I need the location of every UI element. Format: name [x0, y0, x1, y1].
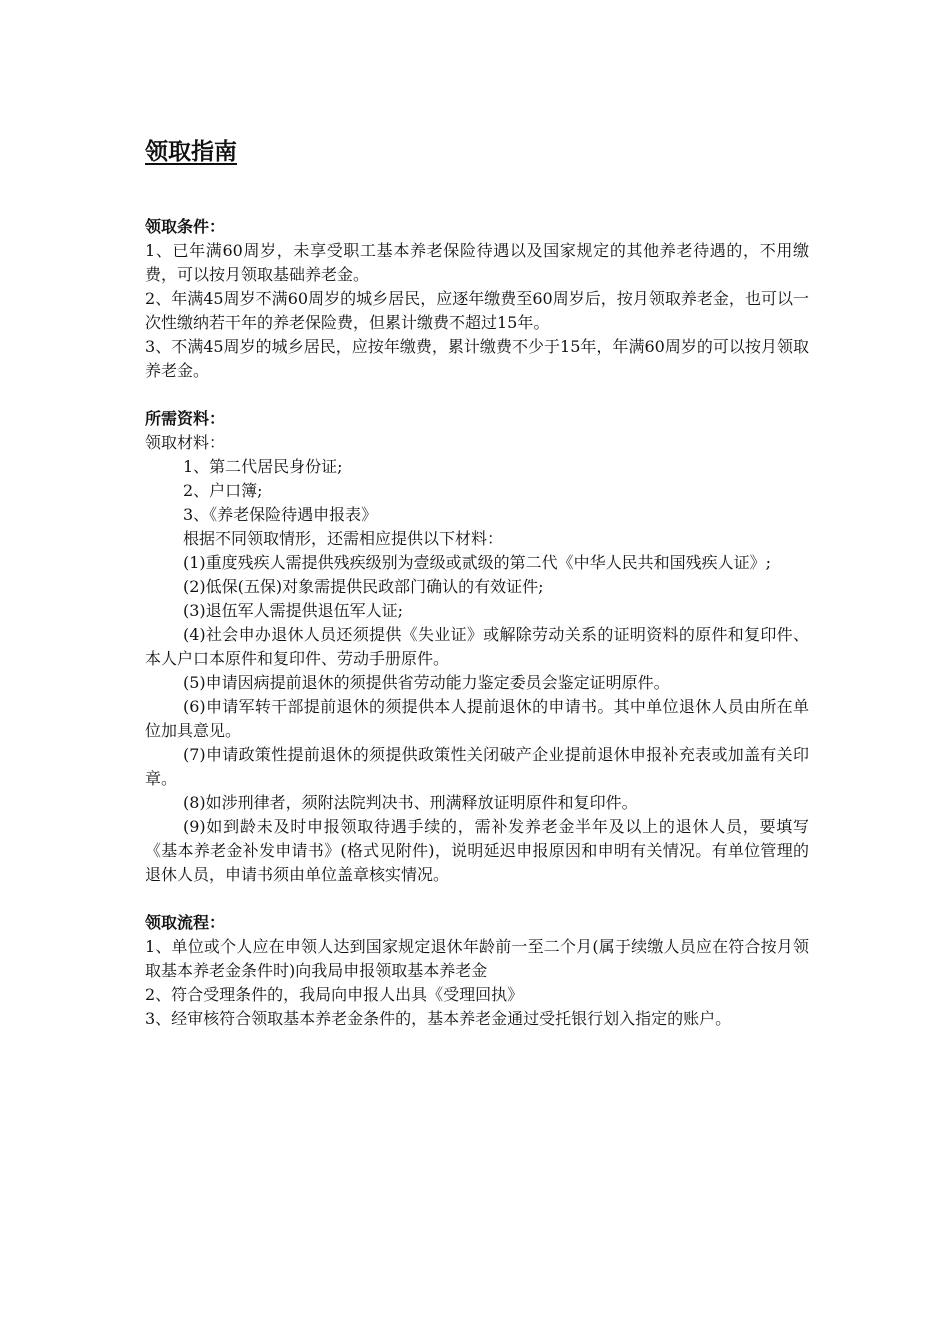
document-body [145, 135, 809, 1031]
condition-item-2: 2、年满45周岁不满60周岁的城乡居民，应逐年缴费至60周岁后，按月领取养老金，也可以一次性缴纳若干年的养老保险费，但累计缴费不超过15年。 [145, 289, 809, 332]
materials-section [145, 407, 809, 887]
material-extra-6: (6)申请军转干部提前退休的须提供本人提前退休的申请书。其中单位退休人员由所在单位加具意见。 [145, 697, 809, 740]
spacer [145, 383, 809, 407]
process-item-3: 3、经审核符合领取基本养老金条件的，基本养老金通过受托银行划入指定的账户。 [145, 1009, 732, 1028]
material-extra-2: (2)低保(五保)对象需提供民政部门确认的有效证件; [183, 577, 544, 596]
page-title: 领取指南 [145, 139, 237, 165]
condition-item-3: 3、不满45周岁的城乡居民，应按年缴费，累计缴费不少于15年，年满60周岁的可以按月领取养老金。 [145, 337, 809, 380]
spacer [145, 169, 809, 215]
materials-extra-intro: 根据不同领取情形，还需相应提供以下材料： [183, 529, 504, 548]
materials-subheading: 领取材料： [145, 433, 226, 452]
material-extra-5: (5)申请因病提前退休的须提供省劳动能力鉴定委员会鉴定证明原件。 [183, 673, 670, 692]
material-basic-3: 3、《养老保险待遇申报表》 [183, 505, 378, 524]
material-extra-9: (9)如到龄未及时申报领取待遇手续的，需补发养老金半年及以上的退休人员，要填写《基本养老金补发申请书》(格式见附件)，说明延迟申报原因和申明有关情况。有单位管理的退休人员，申请书须由单位盖章核实情况。 [145, 817, 809, 884]
material-basic-1: 1、第二代居民身份证; [183, 457, 343, 476]
process-section [145, 911, 809, 1031]
condition-item-1: 1、已年满60周岁，未享受职工基本养老保险待遇以及国家规定的其他养老待遇的，不用缴费，可以按月领取基础养老金。 [145, 241, 809, 284]
material-basic-2: 2、户口簿; [183, 481, 263, 500]
material-extra-8: (8)如涉刑律者，须附法院判决书、刑满释放证明原件和复印件。 [183, 793, 638, 812]
material-extra-4: (4)社会申办退休人员还须提供《失业证》或解除劳动关系的证明资料的原件和复印件、本人户口本原件和复印件、劳动手册原件。 [145, 625, 809, 668]
process-item-2: 2、符合受理条件的，我局向申报人出具《受理回执》 [145, 985, 524, 1004]
conditions-section [145, 215, 809, 383]
spacer [145, 887, 809, 911]
process-heading: 领取流程： [145, 913, 226, 932]
material-extra-1: (1)重度残疾人需提供残疾级别为壹级或贰级的第二代《中华人民共和国残疾人证》; [183, 553, 772, 572]
process-item-1: 1、单位或个人应在申领人达到国家规定退休年龄前一至二个月(属于续缴人员应在符合按月领取基本养老金条件时)向我局申报领取基本养老金 [145, 937, 809, 980]
materials-heading: 所需资料： [145, 409, 226, 428]
material-extra-7: (7)申请政策性提前退休的须提供政策性关闭破产企业提前退休申报补充表或加盖有关印章。 [145, 745, 809, 788]
material-extra-3: (3)退伍军人需提供退伍军人证; [183, 601, 404, 620]
conditions-heading: 领取条件： [145, 217, 226, 236]
